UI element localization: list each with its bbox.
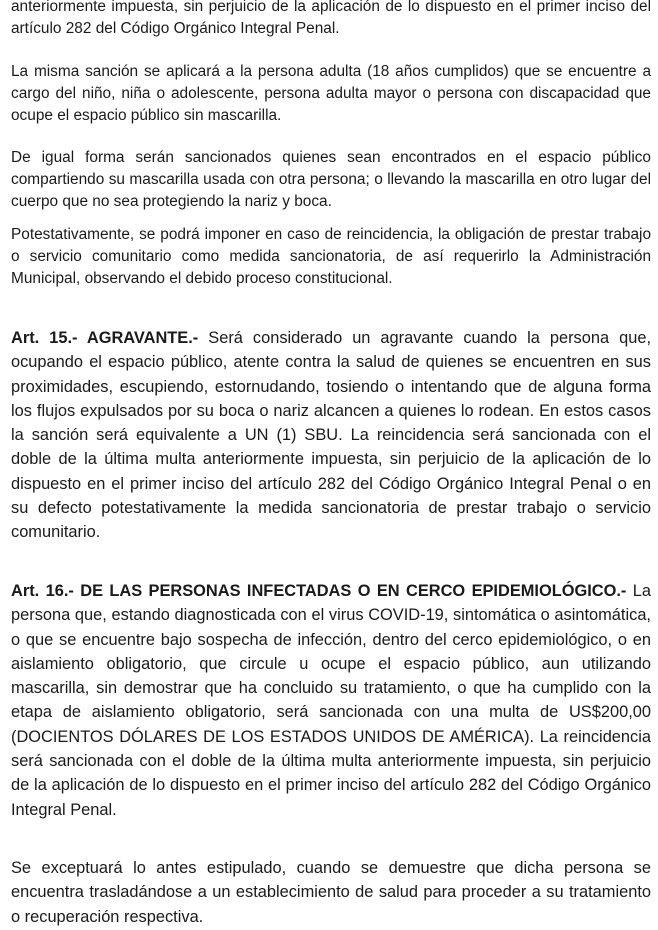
paragraph-community-service: Potestativamente, se podrá imponer en caso de reincidencia, la obligación de prestar trabajo o servicio comunitario como medida sancionatoria, de así requerirlo la Administración Municipal, observando el debido proceso constitucional. xyxy=(11,226,651,287)
article-16-body: La persona que, estando diagnosticada con el virus COVID-19, sintomática o asintomática, o que se encuentre bajo sospecha de infección, dentro del cerco epidemiológico, o en aislamiento obligatorio, que circule u ocupe el espacio público, aun utilizando mascarilla, sin demostrar que ha concluido su tratamiento, o que ha cumplido con la etapa de aislamiento obligatorio, será sancionada con una multa de US$200,00 (DOCIENTOS DÓLARES DE LOS ESTADOS UNIDOS DE AMÉRICA). La reincidencia será sancionada con el doble de la última multa anteriormente impuesta, sin perjuicio de la aplicación de lo dispuesto en el primer inciso del artículo 282 del Código Orgánico Integral Penal. xyxy=(11,582,651,819)
paragraph-adult-responsible: La misma sanción se aplicará a la persona adulta (18 años cumplidos) que se encuentre a cargo del niño, niña o adolescente, persona adulta mayor o persona con discapacidad que ocupe el espacio público sin mascarilla. xyxy=(11,63,651,124)
article-16-heading: Art. 16.- DE LAS PERSONAS INFECTADAS O EN CERCO EPIDEMIOLÓGICO.- xyxy=(11,582,627,600)
article-15-heading: Art. 15.- AGRAVANTE.- xyxy=(11,329,199,347)
paragraph-shared-mask: De igual forma serán sancionados quienes sean encontrados en el espacio público compartiendo su mascarilla usada con otra persona; o llevando la mascarilla en otro lugar del cuerpo que no sea protegiendo la nariz y boca. xyxy=(11,149,651,210)
paragraph-continuation: anteriormente impuesta, sin perjuicio de la aplicación de lo dispuesto en el primer inciso del artículo 282 del Código Orgánico Integral Penal. xyxy=(11,0,651,37)
paragraph-exception: Se exceptuará lo antes estipulado, cuando se demuestre que dicha persona se encuentra trasladándose a un establecimiento de salud para proceder a su tratamiento o recuperación respectiva. xyxy=(11,859,651,926)
article-15-body: Será considerado un agravante cuando la persona que, ocupando el espacio público, atente contra la salud de quienes se encuentren en sus proximidades, escupiendo, estornudando, tosiendo o intentando que de alguna forma los flujos expulsados por su boca o nariz alcancen a quienes lo rodean. En estos casos la sanción será equivalente a UN (1) SBU. La reincidencia será sancionada con el doble de la última multa anteriormente impuesta, sin perjuicio de la aplicación de lo dispuesto en el primer inciso del artículo 282 del Código Orgánico Integral Penal o en su defecto potestativamente la medida sancionatoria de prestar trabajo o servicio comunitario. xyxy=(11,329,652,542)
article-16 xyxy=(11,579,651,822)
article-15 xyxy=(11,326,651,545)
